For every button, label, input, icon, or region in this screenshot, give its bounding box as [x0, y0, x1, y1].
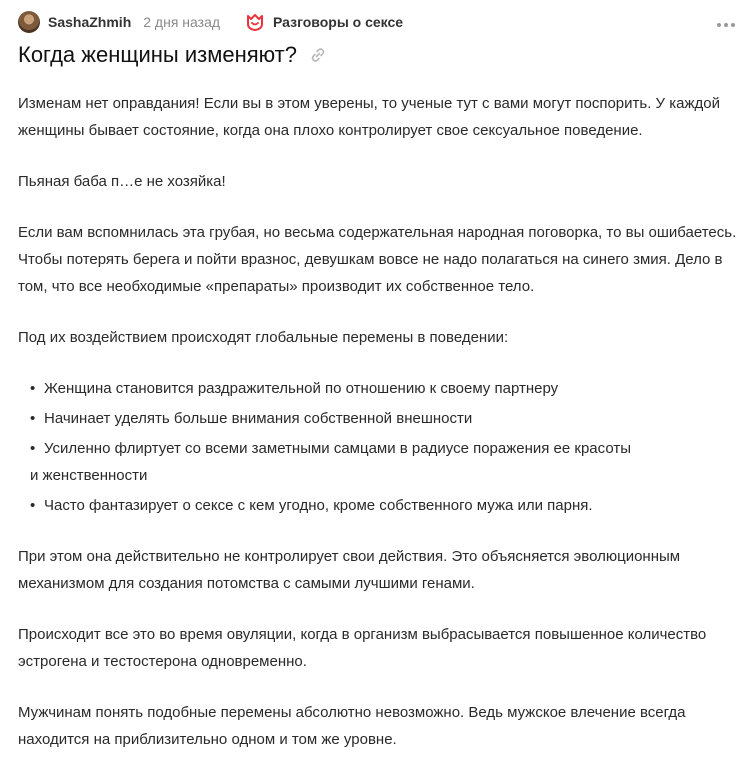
community-name[interactable]: Разговоры о сексе [273, 14, 404, 30]
paragraph-4: Под их воздействием происходят глобальные перемены в поведении: [18, 329, 509, 346]
post-title[interactable]: Когда женщины изменяют? [18, 42, 297, 67]
author-avatar[interactable] [18, 11, 40, 33]
community-icon[interactable] [245, 12, 265, 32]
more-horizontal-icon[interactable] [716, 12, 736, 32]
link-icon[interactable] [309, 46, 327, 64]
paragraph-1: Изменам нет оправдания! Если вы в этом уверены, то ученые тут с вами могут поспорить. У каждой женщины бывает состояние, когда она плохо контролирует свое сексуальное поведение. [18, 95, 720, 139]
paragraph-3: Если вам вспомнилась эта грубая, но весьма содержательная народная поговорка, то вы ошибаетесь. Чтобы потерять берега и пойти вразнос, девушкам вовсе не надо полагаться на синего змия. Дело в том, что все необходимые «препараты» производит их собственное тело. [18, 224, 737, 295]
list-item-continuation: и женственности [30, 467, 148, 484]
list-item: • Усиленно флиртует со всеми заметными самцами в радиусе поражения ее красоты и женственности [18, 435, 738, 489]
list-item: • Женщина становится раздражительной по отношению к своему партнеру [18, 375, 738, 402]
title-row [18, 42, 327, 68]
post-content [18, 90, 738, 777]
list-item: • Часто фантазирует о сексе с кем угодно, кроме собственного мужа или парня. [18, 492, 738, 519]
paragraph-7: Мужчинам понять подобные перемены абсолютно невозможно. Ведь мужское влечение всегда находится на приблизительно одном и том же уровне. [18, 704, 686, 748]
list-item: • Начинает уделять больше внимания собственной внешности [18, 405, 738, 432]
author-name[interactable]: SashaZhmih [48, 14, 132, 30]
paragraph-2: Пьяная баба п…е не хозяйка! [18, 173, 226, 190]
behavior-list [18, 375, 738, 519]
paragraph-5: При этом она действительно не контролирует свои действия. Это объясняется эволюционным механизмом для создания потомства с самыми лучшими генами. [18, 548, 681, 592]
paragraph-6: Происходит все это во время овуляции, когда в организм выбрасывается повышенное количество эстрогена и тестостерона одновременно. [18, 626, 707, 670]
post-time[interactable]: 2 дня назад [143, 14, 221, 30]
post-header [18, 10, 736, 34]
